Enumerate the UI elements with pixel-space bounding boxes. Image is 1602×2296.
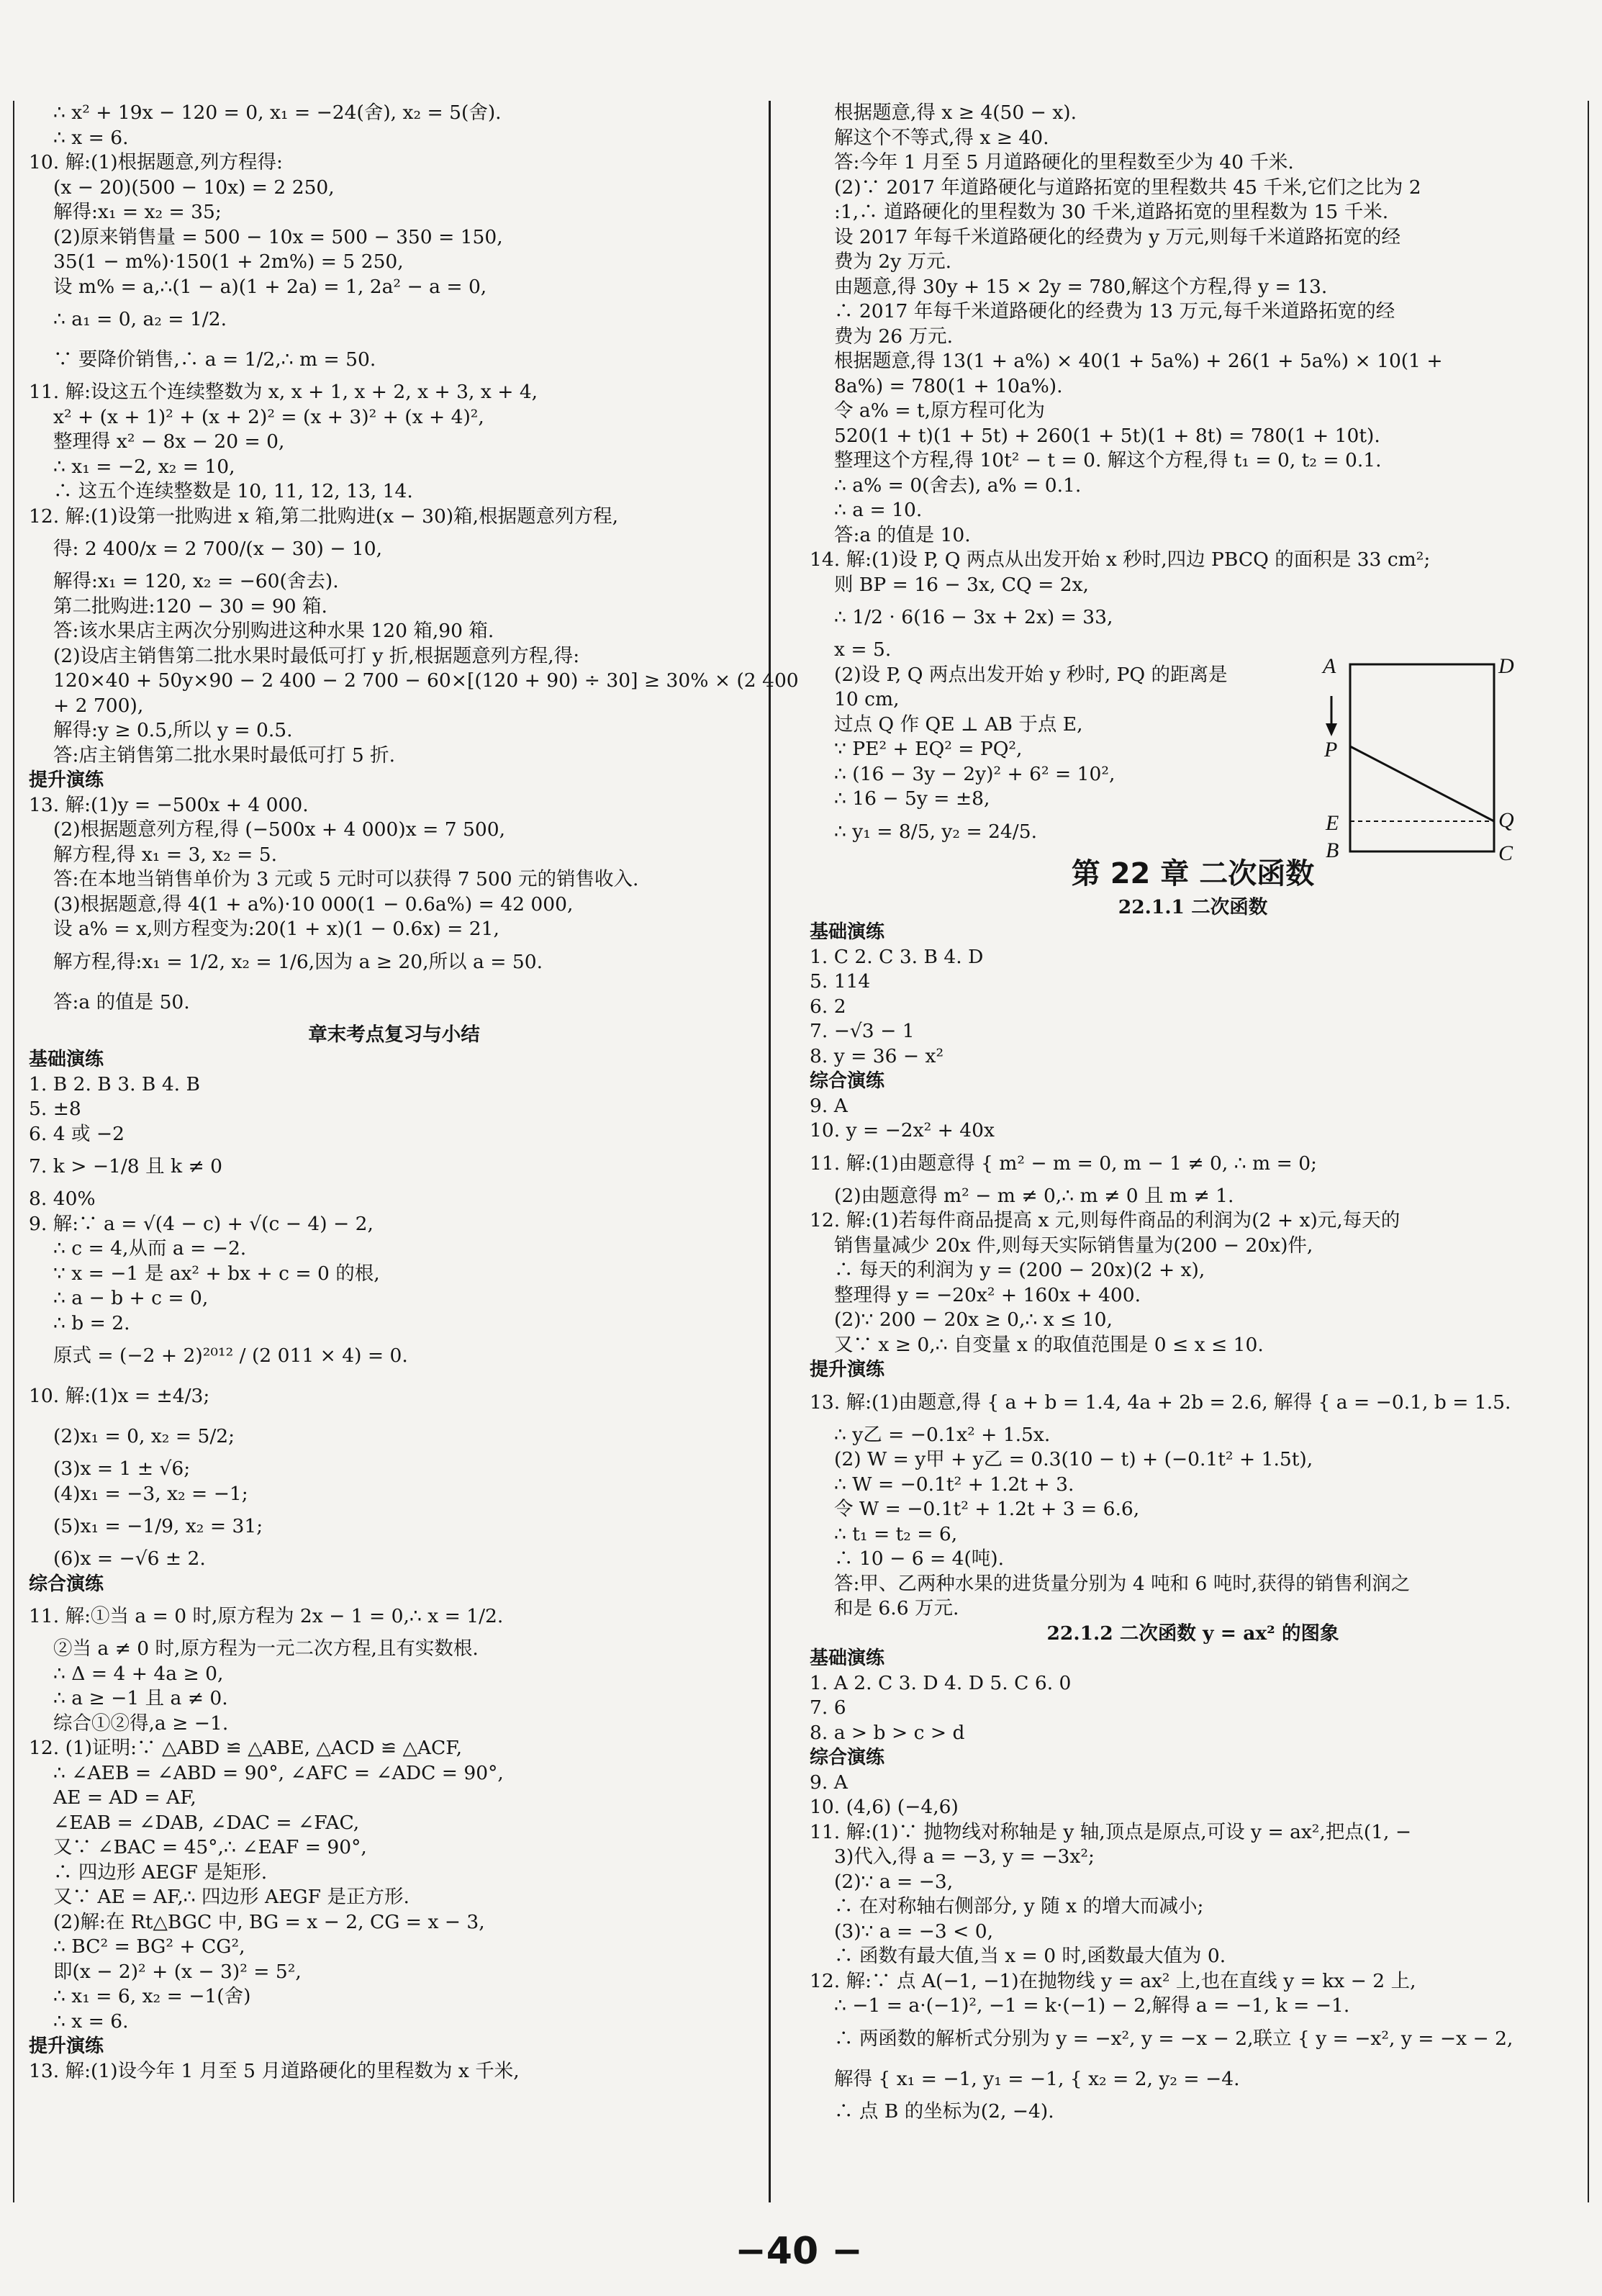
- answer-line: (2)解:在 Rt△BGC 中, BG = x − 2, CG = x − 3,: [53, 1910, 485, 1933]
- answer-line: ∴ y乙 = −0.1x² + 1.5x.: [834, 1423, 1051, 1446]
- answer-line: ∴ a = 10.: [834, 499, 923, 521]
- short-answer-line: 6. 4 或 −2: [29, 1122, 125, 1145]
- label-a: A: [1323, 654, 1336, 678]
- answer-line: 费为 2y 万元.: [834, 250, 952, 273]
- short-answer-line: 7. 6: [810, 1696, 846, 1719]
- column-divider: [769, 101, 771, 2202]
- answer-line: 解方程,得:x₁ = 1/2, x₂ = 1/6,因为 a ≥ 20,所以 a = 50.: [53, 950, 543, 973]
- section-heading: 综合演练: [810, 1747, 885, 1768]
- answer-line: (3)根据题意,得 4(1 + a%)·10 000(1 − 0.6a%) = 42 000,: [53, 892, 574, 916]
- answer-line: x² + (x + 1)² + (x + 2)² = (x + 3)² + (x + 4)²,: [53, 405, 484, 428]
- answer-line: AE = AD = AF,: [53, 1786, 196, 1809]
- section-heading: 提升演练: [29, 2035, 104, 2057]
- answer-line: ∵ PE² + EQ² = PQ²,: [834, 738, 1023, 760]
- answer-line: ∵ x = −1 是 ax² + bx + c = 0 的根,: [53, 1262, 380, 1285]
- short-answer-line: 7. −√3 − 1: [810, 1020, 915, 1042]
- subsection-title: 章末考点复习与小结: [308, 1023, 480, 1046]
- answer-line: ∴ (16 − 3y − 2y)² + 6² = 10²,: [834, 762, 1115, 785]
- answer-line: ∴ b = 2.: [53, 1311, 130, 1334]
- short-answer-line: 8. a > b > c > d: [810, 1721, 965, 1744]
- geometry-figure: [1323, 651, 1514, 867]
- answer-line: 答:店主销售第二批水果时最低可打 5 折.: [53, 744, 396, 767]
- answer-line: 第二批购进:120 − 30 = 90 箱.: [53, 595, 327, 618]
- answer-line: ∴ Δ = 4 + 4a ≥ 0,: [53, 1662, 224, 1685]
- answer-line: ∴ a ≥ −1 且 a ≠ 0.: [53, 1687, 228, 1709]
- answer-line: (2)∵ a = −3,: [834, 1870, 954, 1893]
- short-answer-line: 10. (4,6) (−4,6): [810, 1796, 959, 1818]
- answer-line: (3)x = 1 ± √6;: [53, 1457, 191, 1480]
- answer-line: ∴ 函数有最大值,当 x = 0 时,函数最大值为 0.: [834, 1945, 1226, 1967]
- answer-line: 答:在本地当销售单价为 3 元或 5 元时可以获得 7 500 元的销售收入.: [53, 868, 639, 890]
- question-line: 11. 解:设这五个连续整数为 x, x + 1, x + 2, x + 3, x + 4,: [29, 381, 538, 403]
- question-line: 10. 解:(1)x = ±4/3;: [29, 1385, 210, 1407]
- question-line: 13. 解:(1)由题意,得 { a + b = 1.4, 4a + 2b = 2.6, 解得 { a = −0.1, b = 1.5.: [810, 1391, 1511, 1414]
- answer-line: :1,∴ 道路硬化的里程数为 30 千米,道路拓宽的里程数为 15 千米.: [834, 201, 1389, 223]
- section-heading: 综合演练: [29, 1573, 104, 1595]
- answer-line: ∴ t₁ = t₂ = 6,: [834, 1522, 958, 1545]
- answer-line: 综合①②得,a ≥ −1.: [53, 1712, 229, 1735]
- answer-line: (2)由题意得 m² − m ≠ 0,∴ m ≠ 0 且 m ≠ 1.: [834, 1184, 1234, 1207]
- answer-line: 10 cm,: [834, 688, 900, 710]
- answer-line: ∴ 1/2 · 6(16 − 3x + 2x) = 33,: [834, 606, 1113, 628]
- answer-line: ∴ a₁ = 0, a₂ = 1/2.: [53, 308, 227, 330]
- short-answer-line: 7. k > −1/8 且 k ≠ 0: [29, 1155, 222, 1178]
- short-answer-line: 8. 40%: [29, 1188, 96, 1210]
- answer-line: ∴ x = 6.: [53, 126, 129, 149]
- answer-line: 答:今年 1 月至 5 月道路硬化的里程数至少为 40 千米.: [834, 151, 1294, 173]
- answer-line: ∴ −1 = a·(−1)², −1 = k·(−1) − 2,解得 a = −1, k = −1.: [834, 1994, 1350, 2017]
- answer-line: 35(1 − m%)·150(1 + 2m%) = 5 250,: [53, 250, 404, 273]
- short-answer-line: 9. A: [810, 1094, 848, 1117]
- answer-line: ∴ x² + 19x − 120 = 0, x₁ = −24(舍), x₂ = 5(舍).: [53, 101, 502, 124]
- label-p: P: [1324, 738, 1338, 761]
- segment-pq: [1350, 746, 1494, 821]
- answer-line: 解得:x₁ = 120, x₂ = −60(舍去).: [53, 570, 339, 592]
- answer-line: 解得 { x₁ = −1, y₁ = −1, { x₂ = 2, y₂ = −4.: [834, 2067, 1240, 2090]
- answer-line: + 2 700),: [53, 694, 144, 717]
- answer-line: (2)∵ 200 − 20x ≥ 0,∴ x ≤ 10,: [834, 1309, 1113, 1331]
- answer-line: ∴ 这五个连续整数是 10, 11, 12, 13, 14.: [53, 480, 413, 502]
- answer-line: 整理得 x² − 8x − 20 = 0,: [53, 430, 285, 453]
- answer-line: ∴ x₁ = −2, x₂ = 10,: [53, 455, 235, 478]
- subsection-title: 22.1.1 二次函数: [1118, 895, 1268, 918]
- answer-line: (5)x₁ = −1/9, x₂ = 31;: [53, 1515, 263, 1537]
- short-answer-line: 6. 2: [810, 995, 846, 1018]
- section-heading: 提升演练: [29, 769, 104, 791]
- answer-line: (6)x = −√6 ± 2.: [53, 1547, 206, 1570]
- question-line: 12. 解:(1)若每件商品提高 x 元,则每件商品的利润为(2 + x)元,每天的: [810, 1209, 1400, 1231]
- short-answer-line: 10. y = −2x² + 40x: [810, 1119, 995, 1142]
- section-heading: 基础演练: [810, 1648, 885, 1669]
- answer-line: (2) W = y甲 + y乙 = 0.3(10 − t) + (−0.1t² + 1.5t),: [834, 1448, 1313, 1470]
- answer-line: ∴ 两函数的解析式分别为 y = −x², y = −x − 2,联立 { y = −x², y = −x − 2,: [834, 2027, 1513, 2050]
- short-answer-line: 8. y = 36 − x²: [810, 1044, 944, 1067]
- answer-line: (2)设 P, Q 两点出发开始 y 秒时, PQ 的距离是: [834, 663, 1228, 686]
- answer-line: 解方程,得 x₁ = 3, x₂ = 5.: [53, 843, 278, 866]
- answer-line: 520(1 + t)(1 + 5t) + 260(1 + 5t)(1 + 8t) = 780(1 + 10t).: [834, 424, 1380, 447]
- answer-line: (2)原来销售量 = 500 − 10x = 500 − 350 = 150,: [53, 225, 503, 248]
- answer-line: 答:a 的值是 10.: [834, 523, 971, 546]
- answer-line: ∴ 在对称轴右侧部分, y 随 x 的增大而减小;: [834, 1895, 1204, 1917]
- short-answer-line: 5. 114: [810, 970, 871, 993]
- answer-line: ∴ BC² = BG² + CG²,: [53, 1935, 245, 1958]
- section-heading: 基础演练: [29, 1049, 104, 1070]
- answer-line: 令 a% = t,原方程可化为: [834, 399, 1046, 422]
- answer-line: 原式 = (−2 + 2)²⁰¹² / (2 011 × 4) = 0.: [53, 1344, 408, 1367]
- subsection-title: 22.1.2 二次函数 y = ax² 的图象: [1046, 1622, 1339, 1645]
- short-answer-line: 5. ±8: [29, 1098, 81, 1120]
- answer-line: 答:a 的值是 50.: [53, 990, 190, 1013]
- answer-line: 令 W = −0.1t² + 1.2t + 3 = 6.6,: [834, 1498, 1140, 1520]
- answer-line: 根据题意,得 x ≥ 4(50 − x).: [834, 101, 1077, 124]
- answer-line: 设 m% = a,∴(1 − a)(1 + 2a) = 1, 2a² − a = 0,: [53, 275, 487, 298]
- short-answer-line: 1. B 2. B 3. B 4. B: [29, 1072, 200, 1095]
- short-answer-line: 9. A: [810, 1771, 848, 1794]
- answer-line: 答:该水果店主两次分别购进这种水果 120 箱,90 箱.: [53, 620, 494, 642]
- answer-line: (2)x₁ = 0, x₂ = 5/2;: [53, 1425, 235, 1447]
- answer-line: 整理得 y = −20x² + 160x + 400.: [834, 1283, 1141, 1306]
- section-heading: 综合演练: [810, 1070, 885, 1092]
- answer-line: ∴ y₁ = 8/5, y₂ = 24/5.: [834, 820, 1038, 843]
- answer-line: 8a%) = 780(1 + 10a%).: [834, 374, 1063, 397]
- answer-line: x = 5.: [834, 638, 892, 661]
- answer-line: ∴ 10 − 6 = 4(吨).: [834, 1547, 1005, 1570]
- answer-line: 得: 2 400/x = 2 700/(x − 30) − 10,: [53, 538, 383, 560]
- label-b: B: [1326, 839, 1339, 862]
- answer-line: 又∵ ∠BAC = 45°,∴ ∠EAF = 90°,: [53, 1836, 367, 1858]
- arrow-head-icon: [1326, 723, 1337, 736]
- right-column: [810, 101, 1576, 2206]
- label-d: D: [1498, 654, 1514, 678]
- answer-line: 即(x − 2)² + (x − 3)² = 5²,: [53, 1960, 302, 1983]
- label-c: C: [1498, 841, 1513, 865]
- right-border: [1588, 101, 1589, 2202]
- answer-line: ∴ 点 B 的坐标为(2, −4).: [834, 2100, 1054, 2123]
- answer-line: (x − 20)(500 − 10x) = 2 250,: [53, 176, 335, 199]
- question-line: 11. 解:(1)∵ 抛物线对称轴是 y 轴,顶点是原点,可设 y = ax²,把点(1, −: [810, 1820, 1412, 1843]
- answer-line: ∴ 2017 年每千米道路硬化的经费为 13 万元,每千米道路拓宽的经: [834, 300, 1395, 322]
- answer-line: 又∵ x ≥ 0,∴ 自变量 x 的取值范围是 0 ≤ x ≤ 10.: [834, 1333, 1264, 1356]
- label-e: E: [1326, 811, 1339, 835]
- question-line: 14. 解:(1)设 P, Q 两点从出发开始 x 秒时,四边 PBCQ 的面积是 33 cm²;: [810, 548, 1431, 571]
- answer-line: 整理这个方程,得 10t² − t = 0. 解这个方程,得 t₁ = 0, t₂ = 0.1.: [834, 449, 1382, 471]
- answer-line: ∴ 16 − 5y = ±8,: [834, 787, 990, 810]
- question-line: 10. 解:(1)根据题意,列方程得:: [29, 151, 283, 173]
- answer-line: 解这个不等式,得 x ≥ 40.: [834, 126, 1049, 149]
- left-column: [29, 101, 799, 2206]
- answer-line: ∴ W = −0.1t² + 1.2t + 3.: [834, 1473, 1074, 1496]
- answer-line: (4)x₁ = −3, x₂ = −1;: [53, 1482, 248, 1505]
- section-heading: 基础演练: [810, 921, 885, 943]
- answer-line: ∴ ∠AEB = ∠ABD = 90°, ∠AFC = ∠ADC = 90°,: [53, 1761, 504, 1784]
- answer-line: (3)∵ a = −3 < 0,: [834, 1920, 994, 1943]
- question-line: 13. 解:(1)设今年 1 月至 5 月道路硬化的里程数为 x 千米,: [29, 2059, 520, 2082]
- answer-line: 设 2017 年每千米道路硬化的经费为 y 万元,则每千米道路拓宽的经: [834, 225, 1401, 248]
- answer-line: 和是 6.6 万元.: [834, 1597, 959, 1619]
- left-border: [13, 101, 14, 2202]
- answer-line: 120×40 + 50y×90 − 2 400 − 2 700 − 60×[(120 + 90) ÷ 30] ≥ 30% × (2 400: [53, 669, 799, 692]
- answer-line: 设 a% = x,则方程变为:20(1 + x)(1 − 0.6x) = 21,: [53, 918, 499, 940]
- question-line: 11. 解:①当 a = 0 时,原方程为 2x − 1 = 0,∴ x = 1/2.: [29, 1605, 504, 1627]
- answer-line: ∵ 要降价销售,∴ a = 1/2,∴ m = 50.: [53, 348, 376, 371]
- answer-line: (2)设店主销售第二批水果时最低可打 y 折,根据题意列方程,得:: [53, 644, 580, 667]
- answer-line: ②当 a ≠ 0 时,原方程为一元二次方程,且有实数根.: [53, 1637, 479, 1660]
- answer-line: ∴ a − b + c = 0,: [53, 1287, 209, 1309]
- answer-line: 过点 Q 作 QE ⊥ AB 于点 E,: [834, 713, 1083, 736]
- short-answer-line: 1. C 2. C 3. B 4. D: [810, 945, 984, 968]
- answer-line: (2)∵ 2017 年道路硬化与道路拓宽的里程数共 45 千米,它们之比为 2: [834, 176, 1421, 199]
- short-answer-line: 1. A 2. C 3. D 4. D 5. C 6. 0: [810, 1671, 1072, 1694]
- answer-line: 由题意,得 30y + 15 × 2y = 780,解这个方程,得 y = 13.: [834, 275, 1328, 298]
- answer-line: 又∵ AE = AF,∴ 四边形 AEGF 是正方形.: [53, 1886, 409, 1908]
- answer-line: 解得:y ≥ 0.5,所以 y = 0.5.: [53, 719, 293, 741]
- answer-line: 答:甲、乙两种水果的进货量分别为 4 吨和 6 吨时,获得的销售利润之: [834, 1572, 1411, 1595]
- answer-line: ∴ 每天的利润为 y = (200 − 20x)(2 + x),: [834, 1259, 1205, 1281]
- section-heading: 提升演练: [810, 1359, 885, 1380]
- question-line: 13. 解:(1)y = −500x + 4 000.: [29, 793, 309, 816]
- answer-line: ∴ x₁ = 6, x₂ = −1(舍): [53, 1985, 251, 2007]
- question-line: 11. 解:(1)由题意得 { m² − m = 0, m − 1 ≠ 0, ∴ m = 0;: [810, 1152, 1317, 1175]
- answer-line: 则 BP = 16 − 3x, CQ = 2x,: [834, 573, 1089, 596]
- answer-line: 销售量减少 20x 件,则每天实际销售量为(200 − 20x)件,: [834, 1234, 1313, 1257]
- label-q: Q: [1498, 808, 1514, 832]
- question-line: 12. (1)证明:∵ △ABD ≌ △ABE, △ACD ≌ △ACF,: [29, 1737, 462, 1759]
- chapter-title: 第 22 章 二次函数: [1071, 857, 1315, 890]
- answer-line: ∴ 四边形 AEGF 是矩形.: [53, 1861, 268, 1884]
- answer-line: (2)根据题意列方程,得 (−500x + 4 000)x = 7 500,: [53, 818, 505, 841]
- answer-line: 根据题意,得 13(1 + a%) × 40(1 + 5a%) + 26(1 + 5a%) × 10(1 +: [834, 350, 1443, 372]
- answer-line: 3)代入,得 a = −3, y = −3x²;: [834, 1845, 1095, 1868]
- question-line: 9. 解:∵ a = √(4 − c) + √(c − 4) − 2,: [29, 1212, 374, 1235]
- page-number: −40 −: [735, 2230, 863, 2273]
- question-line: 12. 解:(1)设第一批购进 x 箱,第二批购进(x − 30)箱,根据题意列方程,: [29, 505, 618, 528]
- answer-line: ∴ x = 6.: [53, 2010, 129, 2033]
- answer-line: 解得:x₁ = x₂ = 35;: [53, 201, 222, 223]
- answer-line: ∠EAB = ∠DAB, ∠DAC = ∠FAC,: [53, 1811, 360, 1834]
- answer-line: ∴ a% = 0(舍去), a% = 0.1.: [834, 474, 1082, 497]
- question-line: 12. 解:∵ 点 A(−1, −1)在抛物线 y = ax² 上,也在直线 y = kx − 2 上,: [810, 1969, 1416, 1992]
- answer-line: 费为 26 万元.: [834, 325, 953, 348]
- answer-line: ∴ c = 4,从而 a = −2.: [53, 1237, 247, 1260]
